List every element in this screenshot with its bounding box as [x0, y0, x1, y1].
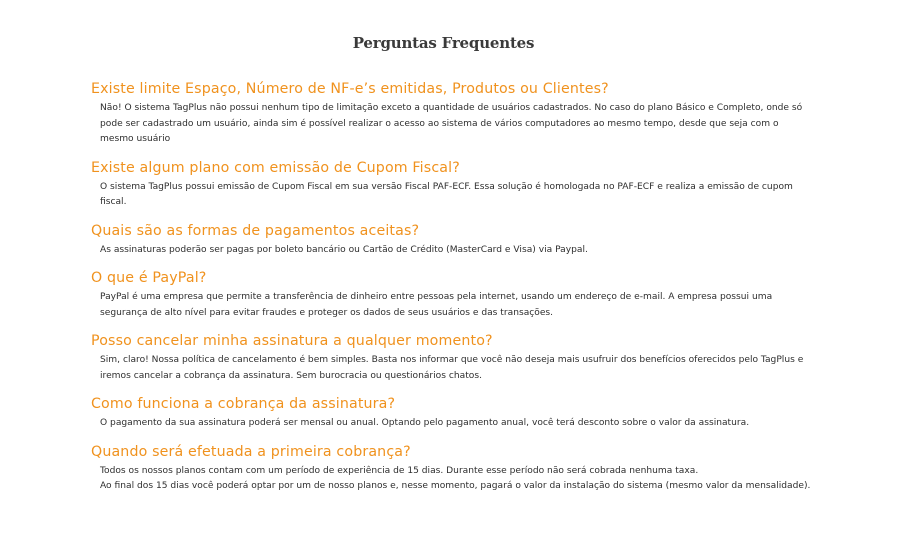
faq-item: [91, 159, 821, 211]
faq-answer: [100, 243, 812, 259]
faq-answer: [100, 353, 812, 384]
faq-item: [91, 269, 821, 321]
faq-item: [91, 332, 821, 384]
faq-answer-paragraph: Ao final dos 15 dias você poderá optar por um de nosso planos e, nesse momento, pagará o valor da instalação do sistema (mesmo valor da mensalidade).: [100, 481, 811, 491]
faq-answer: [100, 180, 812, 211]
faq-answer: [100, 101, 812, 148]
faq-question: Como funciona a cobrança da assinatura?: [91, 396, 396, 412]
faq-item: [91, 395, 821, 432]
faq-item: [91, 80, 821, 148]
faq-answer: [100, 290, 812, 321]
faq-answer: [100, 416, 812, 432]
page-title: Perguntas Frequentes: [352, 34, 535, 53]
faq-answer-paragraph: As assinaturas poderão ser pagas por boleto bancário ou Cartão de Crédito (MasterCard e Visa) via Paypal.: [100, 244, 588, 255]
faq-answer-paragraph: Não! O sistema TagPlus não possui nenhum tipo de limitação exceto a quantidade de usuários cadastrados. No caso do plano Básico e Completo, onde só pode ser cadastrado um usuário, ainda sim é possível realizar o acesso ao sistema de vários computadores ao mesmo tempo, desde que seja com o mesmo usuário: [100, 103, 803, 144]
faq-question: Existe algum plano com emissão de Cupom Fiscal?: [91, 159, 460, 176]
faq-answer-paragraph: O sistema TagPlus possui emissão de Cupom Fiscal em sua versão Fiscal PAF-ECF. Essa solução é homologada no PAF-ECF e realiza a emissão de cupom fiscal.: [100, 181, 793, 207]
faq-question: Posso cancelar minha assinatura a qualquer momento?: [91, 333, 493, 349]
faq-item: [91, 443, 821, 495]
faq-question: O que é PayPal?: [91, 270, 207, 286]
faq-question: Existe limite Espaço, Número de NF-e’s emitidas, Produtos ou Clientes?: [91, 81, 609, 97]
faq-answer-paragraph: Sim, claro! Nossa política de cancelamento é bem simples. Basta nos informar que você não deseja mais usufruir dos benefícios oferecidos pelo TagPlus e iremos cancelar a cobrança da assinatura. Sem burocracia ou questionários chatos.: [100, 355, 804, 381]
faq-answer: [100, 464, 812, 495]
faq-item: [91, 222, 821, 259]
faq-question: Quais são as formas de pagamentos aceitas?: [91, 222, 420, 239]
faq-answer-paragraph: O pagamento da sua assinatura poderá ser mensal ou anual. Optando pelo pagamento anual, você terá desconto sobre o valor da assinatura.: [100, 418, 750, 428]
faq-question: Quando será efetuada a primeira cobrança?: [91, 443, 411, 460]
faq-answer-paragraph: PayPal é uma empresa que permite a transferência de dinheiro entre pessoas pela internet, usando um endereço de e-mail. A empresa possui uma segurança de alto nível para evitar fraudes e proteger os dados de seus usuários e das transações.: [100, 292, 773, 318]
faq-list: [91, 80, 821, 506]
faq-answer-paragraph: Todos os nossos planos contam com um período de experiência de 15 dias. Durante esse período não será cobrada nenhuma taxa.: [100, 465, 699, 476]
